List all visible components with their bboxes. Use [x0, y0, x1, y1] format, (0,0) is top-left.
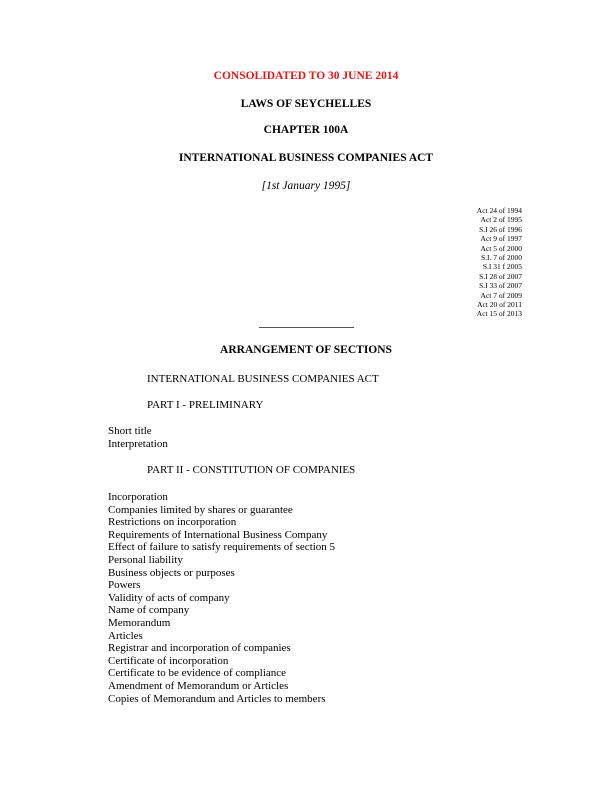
section-item: Personal liability: [108, 553, 183, 566]
amendment-entry: S.I. 7 of 2000: [480, 253, 522, 263]
section-item: Validity of acts of company: [108, 591, 230, 604]
consolidation-notice: CONSOLIDATED TO 30 JUNE 2014: [213, 70, 399, 82]
section-item: Business objects or purposes: [108, 566, 235, 579]
section-item: Name of company: [108, 604, 190, 617]
section-list-part1: [108, 425, 168, 450]
section-item: Memorandum: [108, 616, 171, 629]
amendment-list: [477, 206, 522, 319]
commencement-date: [1st January 1995]: [261, 180, 351, 192]
section-item: Interpretation: [108, 437, 168, 450]
section-item: Certificate of incorporation: [108, 654, 229, 667]
section-item: Powers: [108, 579, 141, 592]
section-item: Requirements of International Business Company: [108, 528, 328, 541]
section-list-part2: [108, 491, 335, 705]
section-item: Certificate to be evidence of compliance: [108, 667, 287, 680]
act-heading: INTERNATIONAL BUSINESS COMPANIES ACT: [147, 373, 379, 385]
act-title: INTERNATIONAL BUSINESS COMPANIES ACT: [178, 152, 434, 164]
amendment-entry: Act 20 of 2011: [477, 300, 522, 310]
amendment-entry: Act 5 of 2000: [480, 243, 522, 253]
divider: [259, 327, 354, 328]
amendment-entry: Act 2 of 1995: [480, 215, 522, 225]
section-item: Restrictions on incorporation: [108, 516, 237, 529]
amendment-entry: Act 7 of 2009: [480, 290, 522, 300]
laws-heading: LAWS OF SEYCHELLES: [240, 98, 372, 110]
section-item: Incorporation: [108, 491, 168, 503]
amendment-entry: S.I 28 of 2007: [479, 271, 522, 281]
arrangement-title: ARRANGEMENT OF SECTIONS: [220, 344, 392, 356]
amendment-entry: S.I 31 f 2005: [482, 262, 522, 272]
amendment-entry: Act 15 of 2013: [476, 309, 522, 319]
section-item: Effect of failure to satisfy requirements of section 5: [108, 541, 336, 554]
amendment-entry: Act 24 of 1994: [476, 206, 522, 215]
section-item: Copies of Memorandum and Articles to members: [108, 692, 326, 705]
amendment-entry: S.I 33 of 2007: [479, 281, 522, 291]
part-heading: PART I - PRELIMINARY: [147, 399, 264, 411]
section-item: Articles: [108, 629, 143, 642]
section-item: Short title: [108, 425, 152, 437]
amendment-entry: Act 9 of 1997: [480, 234, 522, 244]
section-item: Companies limited by shares or guarantee: [108, 503, 293, 516]
section-item: Amendment of Memorandum or Articles: [108, 679, 289, 692]
amendment-entry: S.I 26 of 1996: [479, 224, 522, 234]
section-item: Registrar and incorporation of companies: [108, 642, 291, 655]
part-heading: PART II - CONSTITUTION OF COMPANIES: [147, 464, 356, 476]
chapter-heading: CHAPTER 100A: [263, 124, 349, 136]
